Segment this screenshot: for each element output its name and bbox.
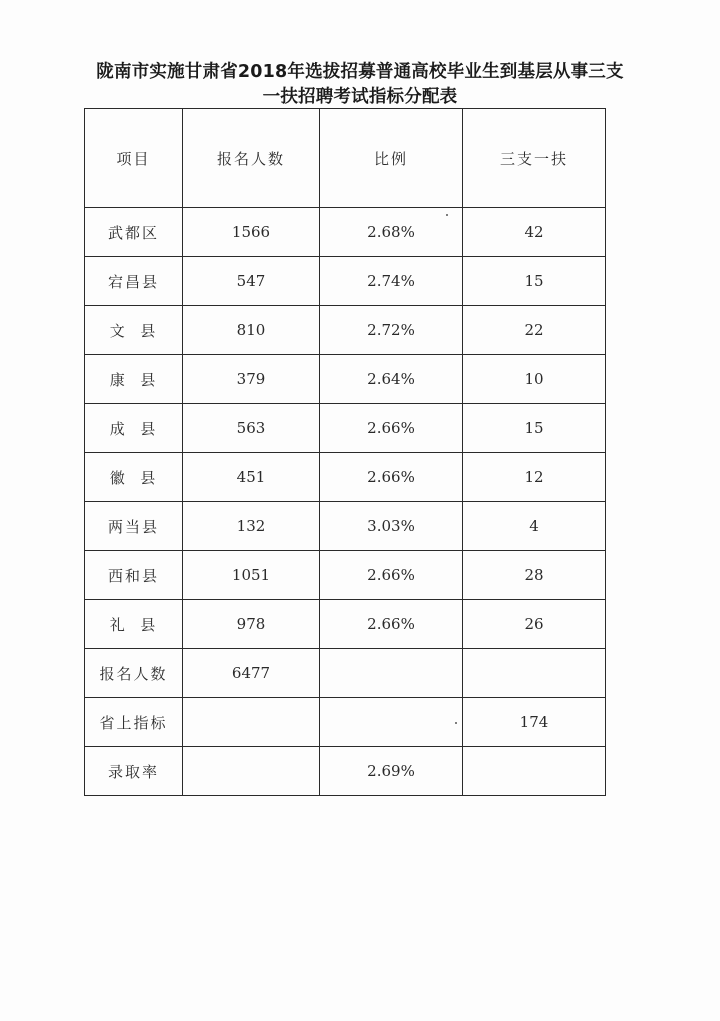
cell-applicants: 1566 — [183, 208, 320, 257]
cell-item: 成 县 — [85, 404, 183, 453]
cell-item: 武都区 — [85, 208, 183, 257]
cell-quota: 4 — [463, 502, 606, 551]
cell-ratio: 2.66% — [320, 551, 463, 600]
cell-applicants: 810 — [183, 306, 320, 355]
cell-item: 省上指标 — [85, 698, 183, 747]
cell-ratio: 2.66% — [320, 404, 463, 453]
cell-item: 康 县 — [85, 355, 183, 404]
cell-quota: 15 — [463, 404, 606, 453]
table-row — [85, 404, 606, 453]
cell-ratio — [320, 649, 463, 698]
table-row — [85, 306, 606, 355]
table-row — [85, 257, 606, 306]
cell-applicants: 451 — [183, 453, 320, 502]
cell-quota: 10 — [463, 355, 606, 404]
cell-applicants: 132 — [183, 502, 320, 551]
header-ratio: 比例 — [320, 109, 463, 208]
cell-applicants: 1051 — [183, 551, 320, 600]
cell-ratio: 2.72% — [320, 306, 463, 355]
cell-item: 两当县 — [85, 502, 183, 551]
cell-ratio: 2.68% — [320, 208, 463, 257]
cell-item: 文 县 — [85, 306, 183, 355]
cell-quota — [463, 747, 606, 796]
cell-ratio: 2.74% — [320, 257, 463, 306]
cell-quota: 28 — [463, 551, 606, 600]
document-title — [60, 60, 660, 110]
cell-item: 宕昌县 — [85, 257, 183, 306]
cell-quota: 12 — [463, 453, 606, 502]
table-row — [85, 453, 606, 502]
cell-quota — [463, 649, 606, 698]
cell-ratio: 3.03% — [320, 502, 463, 551]
cell-ratio: 2.66% — [320, 453, 463, 502]
scan-speck — [455, 722, 457, 724]
cell-ratio: 2.66% — [320, 600, 463, 649]
table-row — [85, 649, 606, 698]
cell-quota: 15 — [463, 257, 606, 306]
cell-applicants: 563 — [183, 404, 320, 453]
cell-applicants — [183, 747, 320, 796]
table-row — [85, 698, 606, 747]
cell-quota: 22 — [463, 306, 606, 355]
cell-quota: 42 — [463, 208, 606, 257]
cell-item: 西和县 — [85, 551, 183, 600]
cell-item: 徽 县 — [85, 453, 183, 502]
table-row — [85, 747, 606, 796]
header-item: 项目 — [85, 109, 183, 208]
table-header-row — [85, 109, 606, 208]
cell-item: 报名人数 — [85, 649, 183, 698]
table-row — [85, 551, 606, 600]
cell-applicants — [183, 698, 320, 747]
cell-ratio: 2.64% — [320, 355, 463, 404]
cell-item: 礼 县 — [85, 600, 183, 649]
cell-applicants: 379 — [183, 355, 320, 404]
title-line-2: 一扶招聘考试指标分配表 — [262, 87, 458, 107]
cell-applicants: 6477 — [183, 649, 320, 698]
cell-item: 录取率 — [85, 747, 183, 796]
cell-ratio: 2.69% — [320, 747, 463, 796]
cell-quota: 26 — [463, 600, 606, 649]
scan-speck — [446, 214, 448, 216]
cell-ratio — [320, 698, 463, 747]
header-quota: 三支一扶 — [463, 109, 606, 208]
cell-applicants: 978 — [183, 600, 320, 649]
title-line-1: 陇南市实施甘肃省2018年选拔招募普通高校毕业生到基层从事三支 — [96, 62, 624, 82]
allocation-table — [84, 108, 606, 796]
cell-applicants: 547 — [183, 257, 320, 306]
table-row — [85, 355, 606, 404]
table-row — [85, 208, 606, 257]
header-applicants: 报名人数 — [183, 109, 320, 208]
table-row — [85, 502, 606, 551]
table-row — [85, 600, 606, 649]
cell-quota: 174 — [463, 698, 606, 747]
